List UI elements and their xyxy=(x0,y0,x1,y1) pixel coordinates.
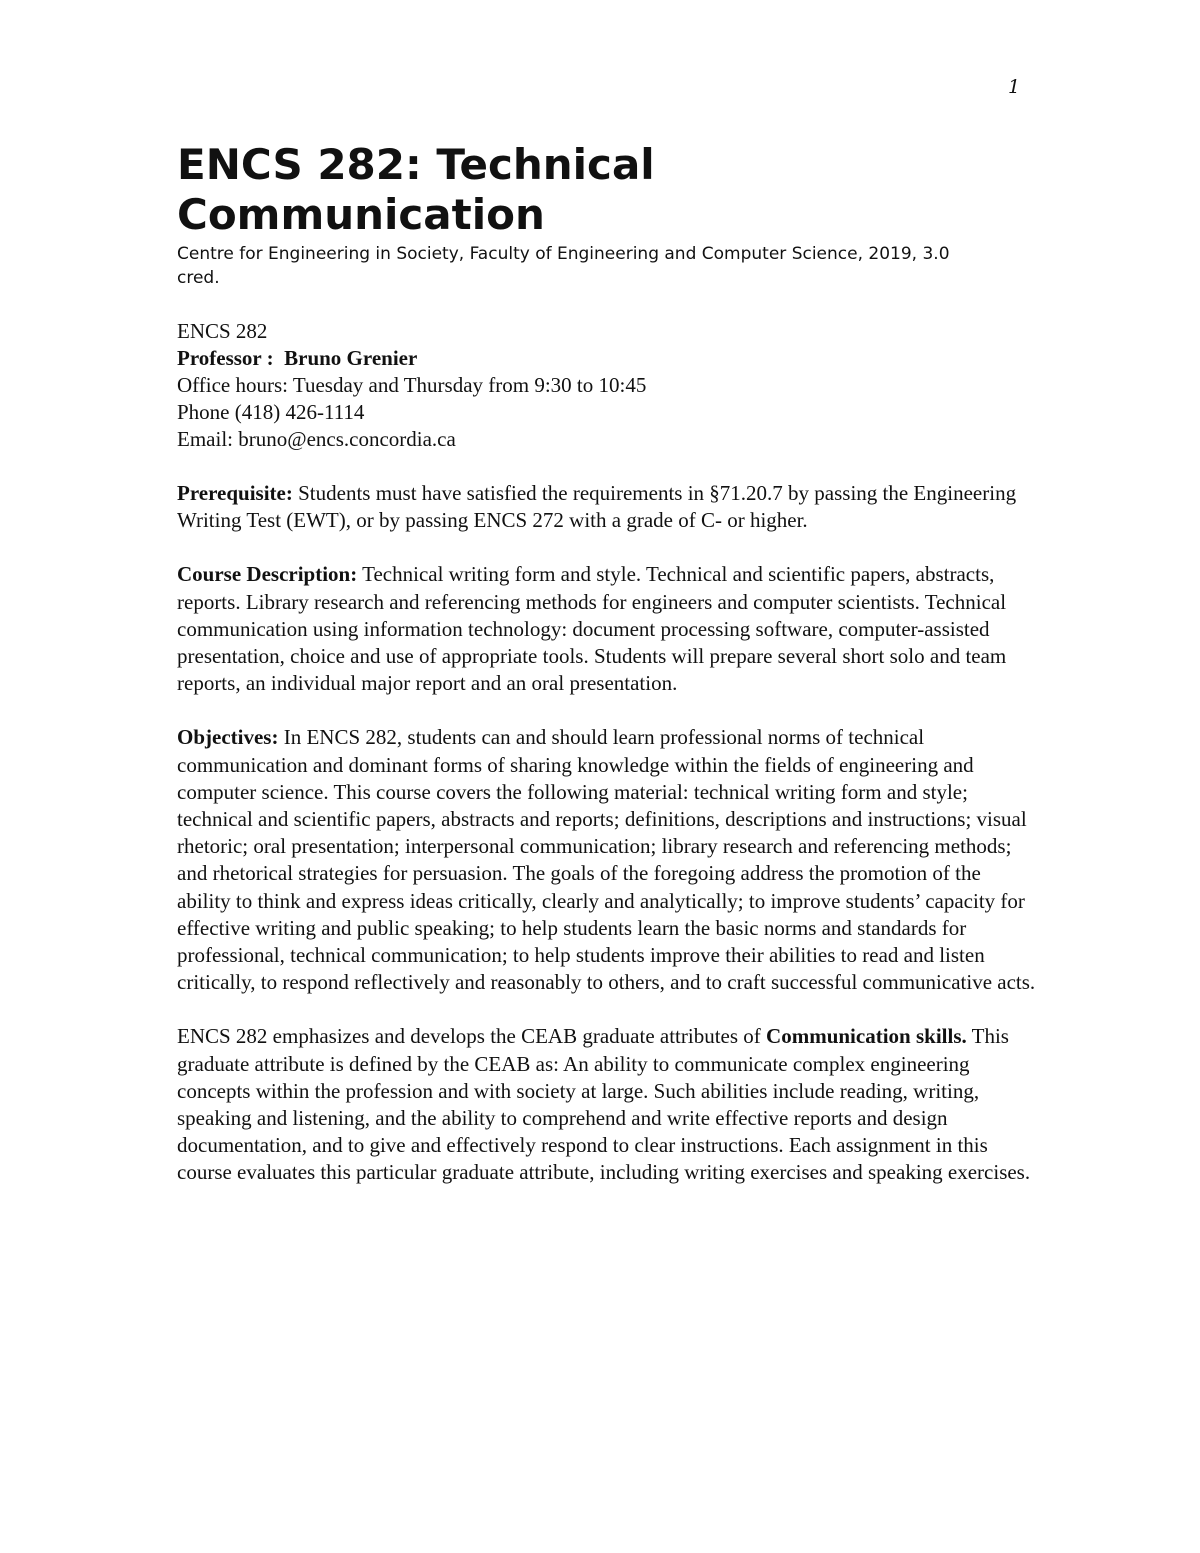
document-subtitle: Centre for Engineering in Society, Faculty of Engineering and Computer Science, 2019, 3.0 cred. xyxy=(177,244,950,288)
course-description-label: Course Description: xyxy=(177,562,358,587)
course-description-text: Technical writing form and style. Technical and scientific papers, abstracts, reports. Library research and referencing methods for engineers and computer scientists. Technical communication using information technology: document processing software, computer-assisted presentation, choice and use of appropriate tools. Students will prepare several short solo and team reports, an individual major report and an oral presentation. xyxy=(177,562,1007,696)
course-description-paragraph xyxy=(177,561,1037,697)
prerequisite-paragraph xyxy=(177,480,1037,534)
course-info xyxy=(177,318,1047,453)
ceab-text-before: ENCS 282 emphasizes and develops the CEAB graduate attributes of xyxy=(177,1024,767,1049)
objectives-paragraph xyxy=(177,724,1037,996)
email: Email: bruno@encs.concordia.ca xyxy=(177,427,456,451)
ceab-attribute: Communication skills. xyxy=(766,1024,967,1049)
objectives-label: Objectives: xyxy=(177,725,279,750)
objectives-text: In ENCS 282, students can and should learn professional norms of technical communication and dominant forms of sharing knowledge within the fields of engineering and computer science. This course covers the following material: technical writing form and style; technical and scientific papers, abstracts and reports; definitions, descriptions and instructions; visual rhetoric; oral presentation; interpersonal communication; library research and referencing methods; and rhetorical strategies for persuasion. The goals of the foregoing address the promotion of the ability to think and express ideas critically, clearly and analytically; to improve students’ capacity for effective writing and public speaking; to help students learn the basic norms and standards for professional, technical communication; to help students improve their abilities to read and listen critically, to respond reflectively and reasonably to others, and to craft successful communicative acts. xyxy=(177,725,1036,995)
course-code: ENCS 282 xyxy=(177,319,268,343)
ceab-paragraph xyxy=(177,1023,1037,1186)
document-content xyxy=(177,140,1047,1187)
professor-line xyxy=(177,345,1047,372)
document-title: ENCS 282: Technical Communication xyxy=(177,140,655,239)
prerequisite-text: Students must have satisfied the requirements in §71.20.7 by passing the Engineering Writing Test (EWT), or by passing ENCS 272 with a grade of C- or higher. xyxy=(177,481,1017,533)
prerequisite-label: Prerequisite: xyxy=(177,481,293,505)
office-hours: Office hours: Tuesday and Thursday from 9:30 to 10:45 xyxy=(177,373,647,397)
page-number: 1 xyxy=(1008,76,1021,98)
professor-label: Professor : xyxy=(177,346,274,370)
professor-name: Bruno Grenier xyxy=(284,346,418,370)
ceab-text-after: This graduate attribute is defined by the CEAB as: An ability to communicate complex engineering concepts within the profession and with society at large. Such abilities include reading, writing, speaking and listening, and the ability to comprehend and write effective reports and design documentation, and to give and effectively respond to clear instructions. Each assignment in this course evaluates this particular graduate attribute, including writing exercises and speaking exercises. xyxy=(177,1024,1031,1185)
phone: Phone (418) 426-1114 xyxy=(177,400,365,424)
